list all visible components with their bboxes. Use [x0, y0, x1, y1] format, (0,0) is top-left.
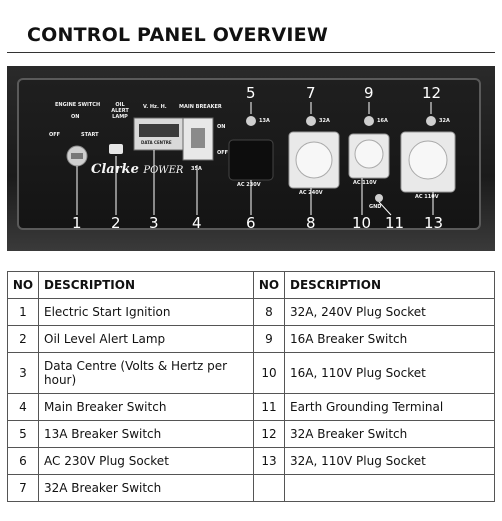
control-panel [17, 78, 481, 230]
label-data-centre: DATA CENTRE [141, 140, 172, 145]
label-32a-left: 32A [319, 118, 330, 124]
callout-3: 3 [149, 214, 159, 232]
label-mb-off: OFF [217, 150, 229, 156]
callout-11: 11 [385, 214, 405, 232]
row-no: 12 [254, 421, 285, 448]
row-no: 5 [8, 421, 39, 448]
breaker-13a-icon [246, 116, 256, 126]
oil-lamp-icon [109, 144, 123, 154]
row-description: Data Centre (Volts & Hertz per hour) [39, 353, 254, 394]
label-vhzh: V. Hz. H. [143, 104, 167, 110]
label-off: OFF [49, 132, 61, 138]
row-no: 1 [8, 299, 39, 326]
table-row [8, 326, 495, 353]
header-description-right: DESCRIPTION [285, 272, 495, 299]
breaker-16a-icon [364, 116, 374, 126]
row-no: 11 [254, 394, 285, 421]
row-description: 16A, 110V Plug Socket [285, 353, 495, 394]
callout-2: 2 [111, 214, 121, 232]
label-ac230: AC 230V [237, 182, 261, 188]
table-row [8, 475, 495, 502]
row-no: 6 [8, 448, 39, 475]
row-description: 32A Breaker Switch [285, 421, 495, 448]
callout-12: 12 [422, 84, 442, 102]
callout-7: 7 [306, 84, 316, 102]
row-description: Electric Start Ignition [39, 299, 254, 326]
label-ac110-16a: AC 110V [353, 180, 377, 186]
callout-9: 9 [364, 84, 374, 102]
label-main-breaker: MAIN BREAKER [179, 104, 222, 110]
label-gnd: GND [369, 204, 382, 210]
row-description: Main Breaker Switch [39, 394, 254, 421]
callout-5: 5 [246, 84, 256, 102]
label-13a: 13A [259, 118, 270, 124]
table-row [8, 448, 495, 475]
callout-13: 13 [424, 214, 444, 232]
label-oil-alert: OIL ALERT LAMP [111, 102, 129, 120]
socket-230v [229, 140, 273, 180]
label-35a: 35A [191, 166, 202, 172]
header-description-left: DESCRIPTION [39, 272, 254, 299]
row-description: Oil Level Alert Lamp [39, 326, 254, 353]
callout-6: 6 [246, 214, 256, 232]
label-16a: 16A [377, 118, 388, 124]
header-no-left: NO [8, 272, 39, 299]
label-ac110-32a: AC 110V [415, 194, 439, 200]
row-no: 13 [254, 448, 285, 475]
title-underline [7, 52, 495, 53]
ground-terminal-icon [375, 194, 383, 202]
row-no: 4 [8, 394, 39, 421]
row-description [285, 475, 495, 502]
row-no [254, 475, 285, 502]
row-no: 3 [8, 353, 39, 394]
callout-10: 10 [352, 214, 372, 232]
row-description: 13A Breaker Switch [39, 421, 254, 448]
description-table [7, 271, 495, 502]
row-description: 32A, 240V Plug Socket [285, 299, 495, 326]
header-no-right: NO [254, 272, 285, 299]
table-row [8, 394, 495, 421]
callout-4: 4 [192, 214, 202, 232]
label-ac240: AC 240V [299, 190, 323, 196]
label-on: ON [71, 114, 80, 120]
breaker-32a-right-icon [426, 116, 436, 126]
label-engine-switch: ENGINE SWITCH [55, 102, 101, 108]
row-description: Earth Grounding Terminal [285, 394, 495, 421]
label-start: START [81, 132, 99, 138]
brand-logo: Clarke POWER [91, 162, 184, 177]
row-no: 8 [254, 299, 285, 326]
table-row [8, 421, 495, 448]
breaker-32a-icon [306, 116, 316, 126]
label-32a-right: 32A [439, 118, 450, 124]
callout-1: 1 [72, 214, 82, 232]
row-no: 10 [254, 353, 285, 394]
row-no: 9 [254, 326, 285, 353]
row-description: 32A, 110V Plug Socket [285, 448, 495, 475]
page-title: CONTROL PANEL OVERVIEW [27, 24, 329, 46]
table-row [8, 299, 495, 326]
row-description: AC 230V Plug Socket [39, 448, 254, 475]
row-no: 2 [8, 326, 39, 353]
table-row [8, 353, 495, 394]
row-description: 32A Breaker Switch [39, 475, 254, 502]
table-header-row [8, 272, 495, 299]
label-mb-on: ON [217, 124, 226, 130]
row-description: 16A Breaker Switch [285, 326, 495, 353]
callout-8: 8 [306, 214, 316, 232]
row-no: 7 [8, 475, 39, 502]
control-panel-photo [7, 66, 495, 251]
